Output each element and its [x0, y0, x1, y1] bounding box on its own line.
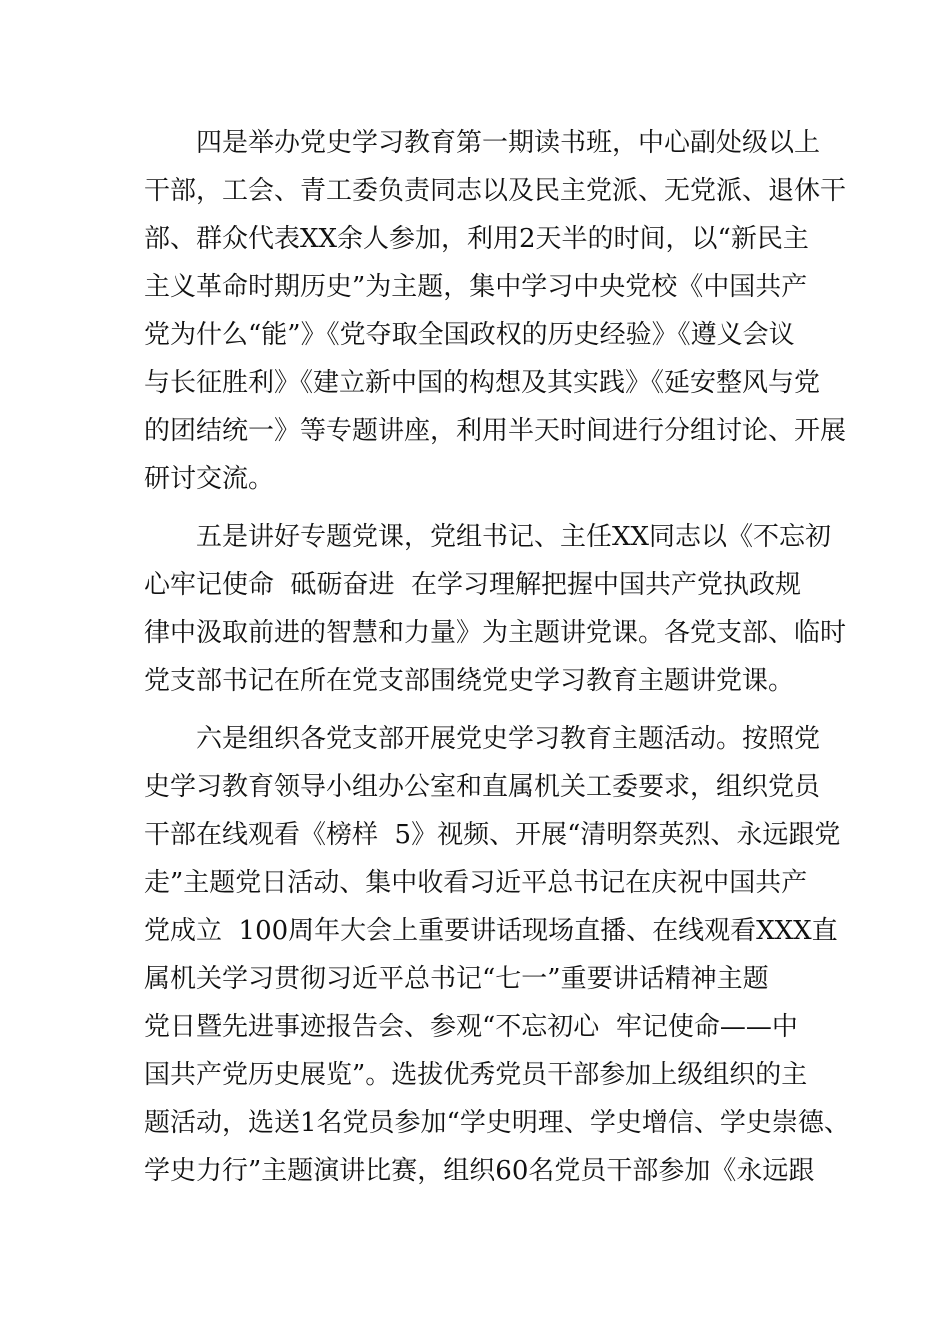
paragraph-1-line-3: 部、群众代表XX余人参加，利用2天半的时间，以“新民主: [144, 224, 809, 254]
paragraph-3-line-9: 题活动，选送1名党员参加“学史明理、学史增信、学史崇德、: [144, 1108, 850, 1138]
paragraph-2-line-4: 党支部书记在所在党支部围绕党史学习教育主题讲党课。: [144, 666, 795, 696]
paragraph-3-line-6: 属机关学习贯彻习近平总书记“七一”重要讲话精神主题: [144, 964, 769, 994]
paragraph-1-line-1: 四是举办党史学习教育第一期读书班，中心副处级以上: [196, 128, 821, 158]
paragraph-3-line-4: 走”主题党日活动、集中收看习近平总书记在庆祝中国共产: [144, 868, 808, 898]
paragraph-1-line-8: 研讨交流。: [144, 464, 275, 494]
paragraph-1-line-4: 主义革命时期历史”为主题，集中学习中央党校《中国共产: [144, 272, 808, 302]
paragraph-1-line-7: 的团结统一》等专题讲座，利用半天时间进行分组讨论、开展: [144, 416, 847, 446]
paragraph-3-line-7: 党日暨先进事迹报告会、参观“不忘初心 牢记使命——中: [144, 1012, 798, 1042]
paragraph-3-line-1: 六是组织各党支部开展党史学习教育主题活动。按照党: [196, 724, 821, 754]
paragraph-3-line-3: 干部在线观看《榜样 5》视频、开展“清明祭英烈、永远跟党: [144, 820, 841, 850]
paragraph-2-line-2: 心牢记使命 砥砺奋进 在学习理解把握中国共产党执政规: [144, 570, 802, 600]
paragraph-1-line-2: 干部，工会、青工委负责同志以及民主党派、无党派、退休干: [144, 176, 847, 206]
paragraph-3-line-10: 学史力行”主题演讲比赛，组织60名党员干部参加《永远跟: [144, 1156, 815, 1186]
paragraph-3-line-2: 史学习教育领导小组办公室和直属机关工委要求，组织党员: [144, 772, 821, 802]
paragraph-1-line-6: 与长征胜利》《建立新中国的构想及其实践》《延安整风与党: [144, 368, 821, 398]
paragraph-2-line-3: 律中汲取前进的智慧和力量》为主题讲党课。各党支部、临时: [144, 618, 847, 648]
paragraph-1-line-5: 党为什么“能”》《党夺取全国政权的历史经验》《遵义会议: [144, 320, 795, 350]
paragraph-3-line-5: 党成立 100周年大会上重要讲话现场直播、在线观看XXX直: [144, 916, 838, 946]
paragraph-2-line-1: 五是讲好专题党课，党组书记、主任XX同志以《不忘初: [196, 522, 832, 552]
paragraph-3-line-8: 国共产党历史展览”。选拔优秀党员干部参加上级组织的主: [144, 1060, 808, 1090]
